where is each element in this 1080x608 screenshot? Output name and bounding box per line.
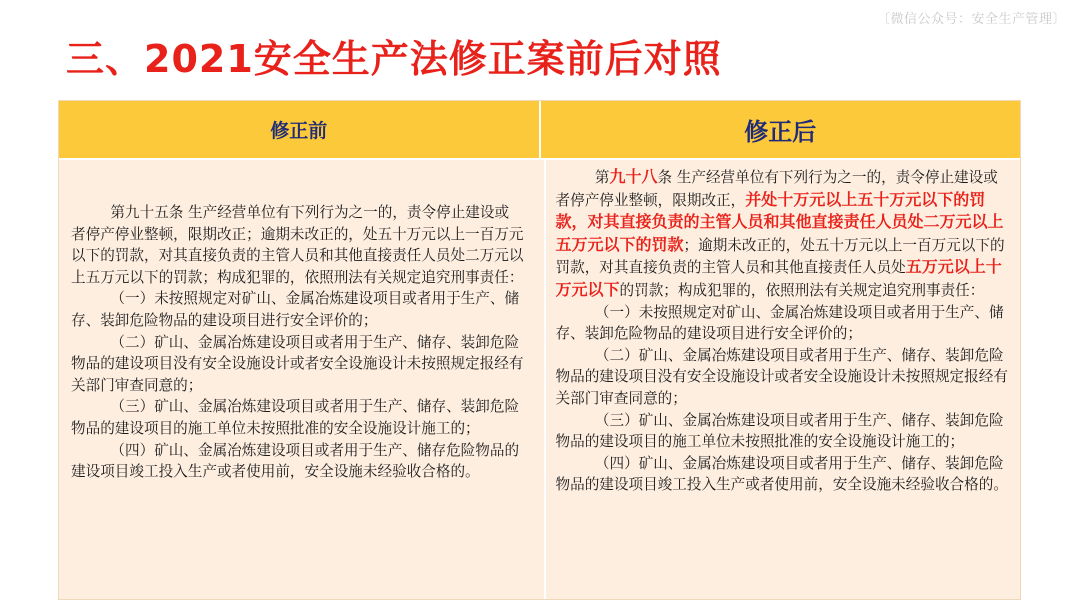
table-body [59, 160, 1020, 599]
before-item-1: （一）未按照规定对矿山、金属冶炼建设项目或者用于生产、储存、装卸危险物品的建设项目进行安全评价的； [71, 290, 520, 329]
after-fine-highlight-1: 并处十万元以上五十万元以下的罚款，对其直接负责的主管人员和其他直接责任人员处二万元以上五万元以下的罚款 [555, 189, 1004, 254]
after-intro-b: 条 生产经营单位有下列行为之一的，责令停止建设或者停产停业整顿，限期改正， [555, 169, 998, 209]
comparison-table [58, 100, 1021, 600]
after-item-4: （四）矿山、金属冶炼建设项目或者用于生产、储存、装卸危险物品的建设项目竣工投入生产或者使用前，安全设施未经验收合格的。 [555, 454, 1008, 494]
after-intro-d: 的罚款；构成犯罪的，依照刑法有关规定追究刑事责任： [619, 281, 985, 299]
before-item-4: （四）矿山、金属冶炼建设项目或者用于生产、储存危险物品的建设项目竣工投入生产或者使用前，安全设施未经验收合格的。 [71, 441, 520, 481]
table-header [59, 101, 1020, 160]
after-fine-highlight-2: 五万元以上十万元以下 [555, 257, 1002, 299]
column-after [546, 160, 1021, 599]
after-intro-c: ；逾期未改正的，处五十万元以上一百万元以下的罚款，对其直接负责的主管人员和其他直接责任人员处 [555, 236, 1005, 277]
page-title: 三、2021安全生产法修正案前后对照 [66, 37, 722, 81]
after-intro [556, 166, 1009, 302]
after-item-3: （三）矿山、金属冶炼建设项目或者用于生产、储存、装卸危险物品的建设项目的施工单位未按照批准的安全设施设计施工的； [555, 411, 1004, 451]
before-item-3: （三）矿山、金属冶炼建设项目或者用于生产、储存、装卸危险物品的建设项目的施工单位未按照批准的安全设施设计施工的； [71, 398, 520, 437]
after-intro-a: 第 [594, 169, 610, 186]
header-before: 修正前 [59, 101, 541, 158]
watermark: 〔微信公众号：安全生产管理〕 [876, 12, 1066, 27]
after-item-1: （一）未按照规定对矿山、金属冶炼建设项目或者用于生产、储存、装卸危险物品的建设项目进行安全评价的； [555, 303, 1004, 343]
before-item-2: （二）矿山、金属冶炼建设项目或者用于生产、储存、装卸危险物品的建设项目没有安全设施设计或者安全设施设计未按照规定报经有关部门审查同意的； [71, 333, 524, 394]
column-before [59, 160, 546, 599]
header-after: 修正后 [744, 118, 817, 146]
after-article-number-highlight: 九十八 [609, 167, 658, 186]
before-intro: 第九十五条 生产经营单位有下列行为之一的，责令停止建设或者停产停业整顿，限期改正；逾期未改正的，处五十万元以上一百万元以下的罚款，对其直接负责的主管人员和其他直接责任人员处二万元以上五万元以下的罚款；构成犯罪的，依照刑法有关规定追究刑事责任： [71, 204, 524, 286]
after-item-2: （二）矿山、金属冶炼建设项目或者用于生产、储存、装卸危险物品的建设项目没有安全设施设计或者安全设施设计未按照规定报经有关部门审查同意的； [555, 346, 1008, 407]
